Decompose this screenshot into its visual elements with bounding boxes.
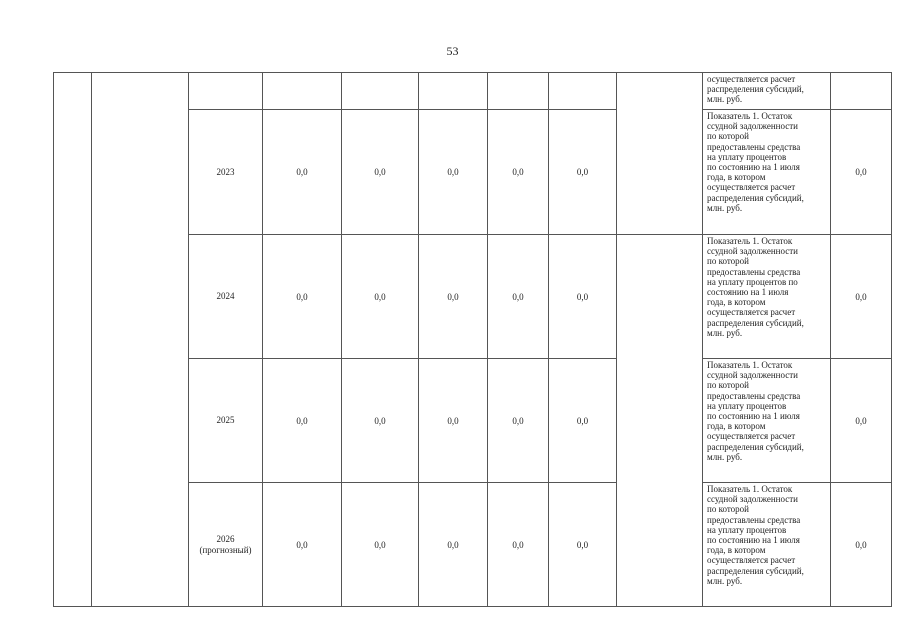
value-cell: 0,0	[549, 110, 617, 235]
page-number: 53	[446, 44, 459, 58]
cell-merged-empty-b	[617, 235, 703, 607]
value-cell: 0,0	[419, 235, 488, 359]
year-label: 2026	[216, 533, 235, 544]
value-cell: 0,0	[263, 483, 342, 607]
year-cell	[189, 483, 263, 607]
indicator-text: Показатель 1. Остаток ссудной задолженности по которой предоставлены средства на уплату процентов по состоянию на 1 июля года, в котором осуществляется расчет распределения субсидий, млн. руб.	[703, 359, 831, 483]
cell-merged-empty-a	[617, 73, 703, 235]
year-cell	[189, 235, 263, 359]
value-cell: 0,0	[488, 235, 549, 359]
indicator-value: 0,0	[831, 235, 892, 359]
table-cell	[488, 73, 549, 110]
value-cell: 0,0	[342, 483, 419, 607]
indicator-text: Показатель 1. Остаток ссудной задолженности по которой предоставлены средства на уплату процентов по состоянию на 1 июля года, в котором осуществляется расчет распределения субсидий, млн. руб.	[703, 110, 831, 235]
indicator-value: 0,0	[831, 483, 892, 607]
year-cell	[189, 110, 263, 235]
value-cell: 0,0	[488, 110, 549, 235]
indicator-text-continued: осуществляется расчет распределения субсидий, млн. руб.	[703, 73, 831, 110]
value-cell: 0,0	[419, 110, 488, 235]
value-cell: 0,0	[263, 110, 342, 235]
year-note: (прогнозный)	[199, 544, 252, 555]
cell-col1-empty	[54, 73, 92, 607]
value-cell: 0,0	[488, 483, 549, 607]
year-label: 2023	[216, 166, 235, 177]
cell-col2-empty	[92, 73, 189, 607]
value-cell: 0,0	[263, 235, 342, 359]
year-label: 2025	[216, 415, 235, 425]
table-cell	[831, 73, 892, 110]
value-cell: 0,0	[263, 359, 342, 483]
year-cell	[189, 359, 263, 483]
table-cell	[189, 73, 263, 110]
value-cell: 0,0	[419, 483, 488, 607]
value-cell: 0,0	[342, 359, 419, 483]
table-cell	[342, 73, 419, 110]
indicator-value: 0,0	[831, 110, 892, 235]
indicator-value: 0,0	[831, 359, 892, 483]
year-label: 2024	[216, 291, 235, 301]
value-cell: 0,0	[342, 235, 419, 359]
table-cell	[549, 73, 617, 110]
budget-table	[53, 72, 892, 607]
table-row-continuation	[54, 73, 892, 110]
value-cell: 0,0	[488, 359, 549, 483]
value-cell: 0,0	[549, 235, 617, 359]
table-cell	[419, 73, 488, 110]
value-cell: 0,0	[549, 483, 617, 607]
value-cell: 0,0	[549, 359, 617, 483]
value-cell: 0,0	[419, 359, 488, 483]
indicator-text: Показатель 1. Остаток ссудной задолженности по которой предоставлены средства на уплату процентов по состоянию на 1 июля года, в котором осуществляется расчет распределения субсидий, млн. руб.	[703, 235, 831, 359]
value-cell: 0,0	[342, 110, 419, 235]
table-cell	[263, 73, 342, 110]
indicator-text: Показатель 1. Остаток ссудной задолженности по которой предоставлены средства на уплату процентов по состоянию на 1 июля года, в котором осуществляется расчет распределения субсидий, млн. руб.	[703, 483, 831, 607]
